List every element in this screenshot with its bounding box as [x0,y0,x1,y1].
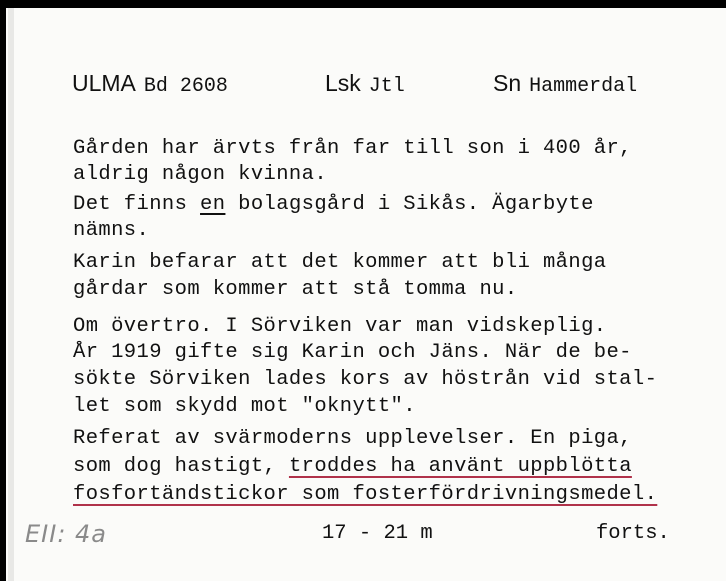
body-line-4: nämns. [73,219,150,242]
sn-value: Hammerdal [529,75,638,98]
lsk-field [325,70,405,98]
line12-before: som dog hastigt, [73,455,289,478]
continued-note: forts. [596,522,670,545]
body-line-1: Gården har ärvts från far till son i 400 år, [73,137,632,160]
ulma-label: ULMA [72,70,136,96]
sn-field [493,70,637,98]
line3-after: bolagsgård i Sikås. Ägarbyte [225,193,594,216]
body-line-13: fosfortändstickor som fosterfördrivningsmedel. [73,483,658,506]
body-line-11: Referat av svärmoderns upplevelser. En piga, [73,427,632,450]
body-line-12 [73,455,632,478]
body-line-8: År 1919 gifte sig Karin och Jäns. När de be- [73,341,632,364]
line3-underlined: en [200,193,226,216]
sn-label: Sn [493,70,522,96]
body-line-3 [73,193,594,216]
body-line-5: Karin befarar att det kommer att bli många [73,251,607,274]
handwritten-shelfmark: EII: 4a [25,520,108,548]
ulma-field [72,70,228,98]
body-line-2: aldrig någon kvinna. [73,163,328,186]
page-range: 17 - 21 m [322,522,433,545]
ulma-value: Bd 2608 [143,75,228,98]
card-shadow-edge [8,8,14,581]
body-line-10: let som skydd mot "oknytt". [73,395,416,418]
lsk-value: Jtl [368,75,405,98]
body-line-9: sökte Sörviken lades kors av höstrån vid stal- [73,368,658,391]
body-line-6: gårdar som kommer att stå tomma nu. [73,278,518,301]
line12-underlined: troddes ha använt uppblötta [288,455,632,478]
line3-before: Det finns [73,193,201,216]
lsk-label: Lsk [325,70,361,96]
body-line-7: Om övertro. I Sörviken var man vidskeplig. [73,315,607,338]
